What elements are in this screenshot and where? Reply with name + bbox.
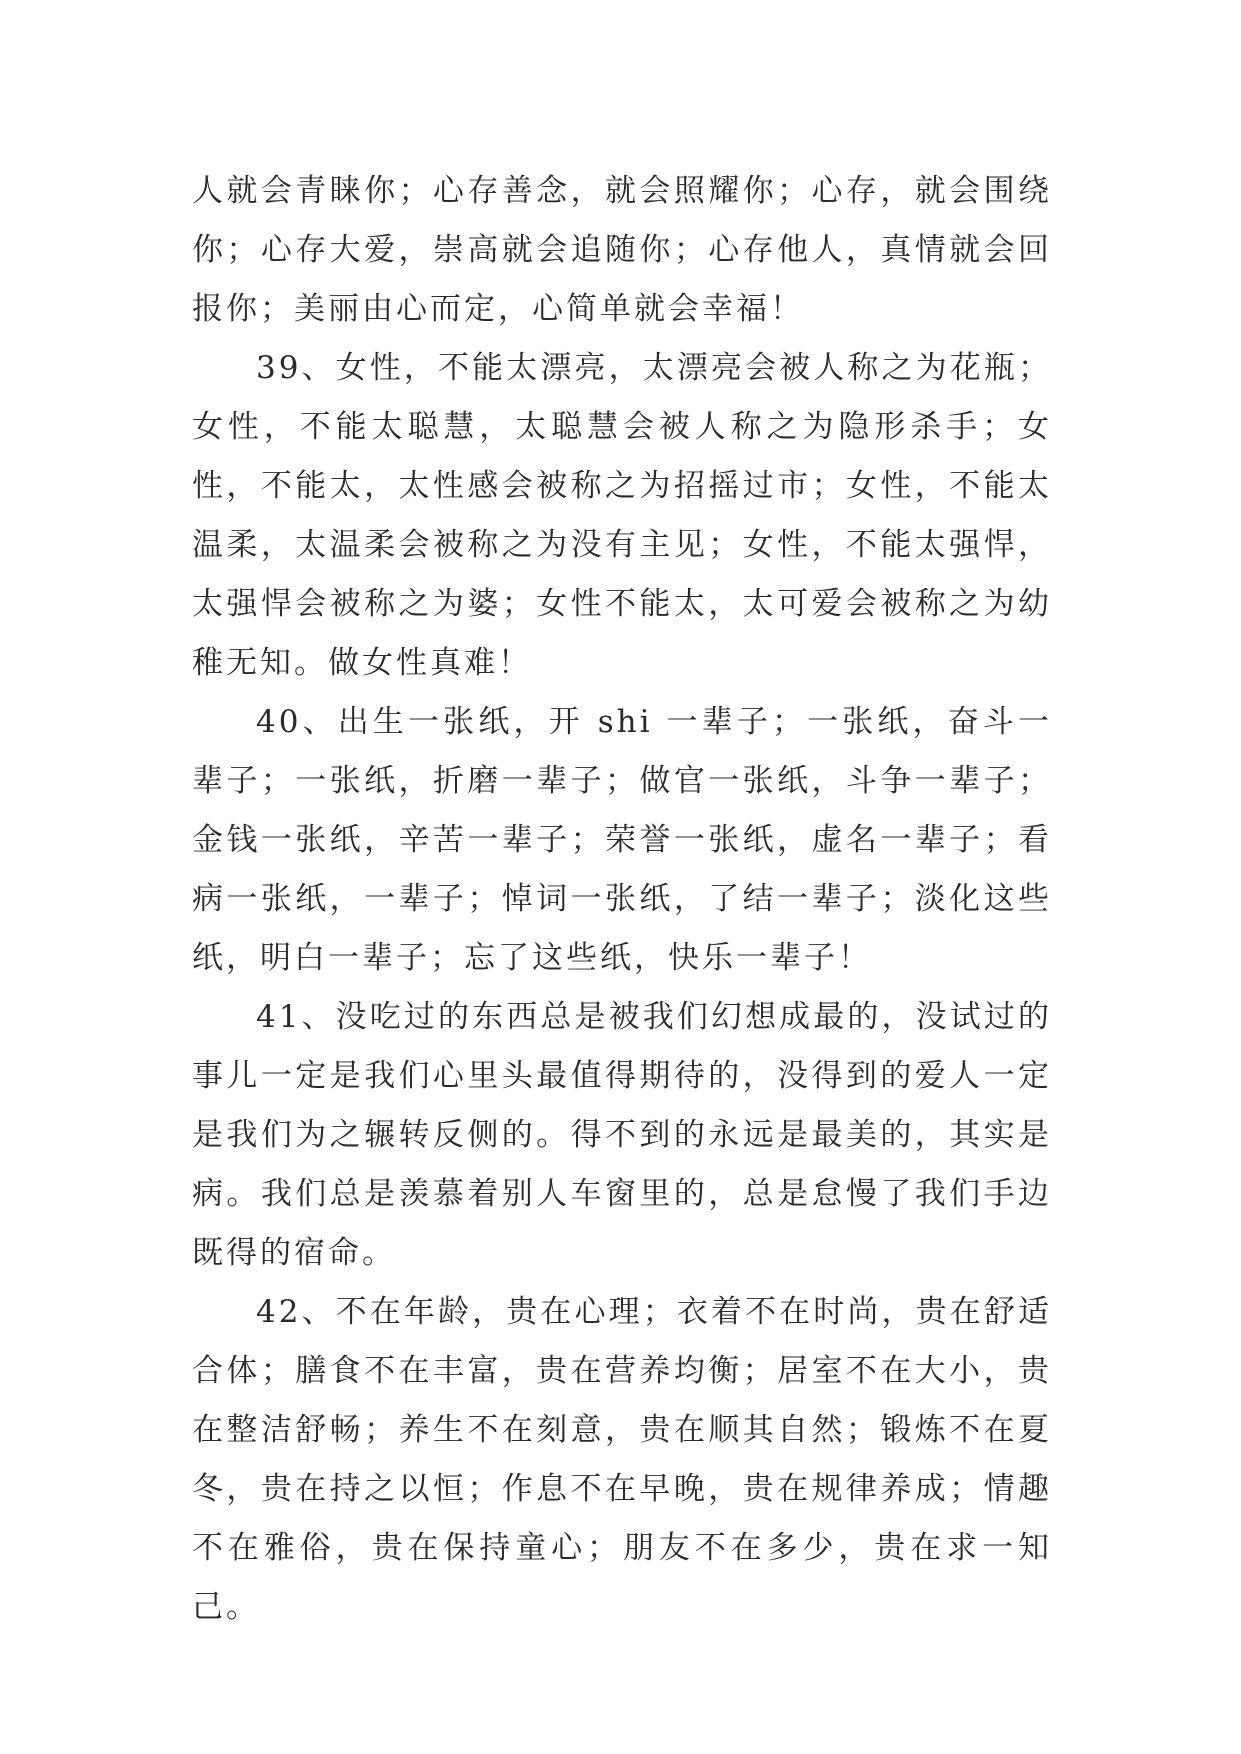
paragraph-39: 39、女性，不能太漂亮，太漂亮会被人称之为花瓶；女性，不能太聪慧，太聪慧会被人称之为隐形杀手；女性，不能太，太性感会被称之为招摇过市；女性，不能太温柔，太温柔会被称之为没有主见；女性，不能太强悍，太强悍会被称之为婆；女性不能太，太可爱会被称之为幼稚无知。做女性真难！ [192, 350, 1052, 681]
paragraph-41: 41、没吃过的东西总是被我们幻想成最的，没试过的事儿一定是我们心里头最值得期待的，没得到的爱人一定是我们为之辗转反侧的。得不到的永远是最美的，其实是病。我们总是羡慕着别人车窗里的，总是怠慢了我们手边既得的宿命。 [192, 999, 1052, 1271]
paragraph-40: 40、出生一张纸，开 shi 一辈子；一张纸，奋斗一辈子；一张纸，折磨一辈子；做官一张纸，斗争一辈子；金钱一张纸，辛苦一辈子；荣誉一张纸，虚名一辈子；看病一张纸，一辈子；悼词一张纸，了结一辈子；淡化这些纸，明白一辈子；忘了这些纸，快乐一辈子！ [192, 704, 1052, 976]
paragraph-42: 42、不在年龄，贵在心理；衣着不在时尚，贵在舒适合体；膳食不在丰富，贵在营养均衡；居室不在大小，贵在整洁舒畅；养生不在刻意，贵在顺其自然；锻炼不在夏冬，贵在持之以恒；作息不在早晚，贵在规律养成；情趣不在雅俗，贵在保持童心；朋友不在多少，贵在求一知己。 [192, 1294, 1052, 1625]
paragraph-continuation: 人就会青睐你；心存善念，就会照耀你；心存，就会围绕你；心存大爱，崇高就会追随你；心存他人，真情就会回报你；美丽由心而定，心简单就会幸福！ [192, 173, 1052, 327]
document-body [192, 162, 1052, 1637]
